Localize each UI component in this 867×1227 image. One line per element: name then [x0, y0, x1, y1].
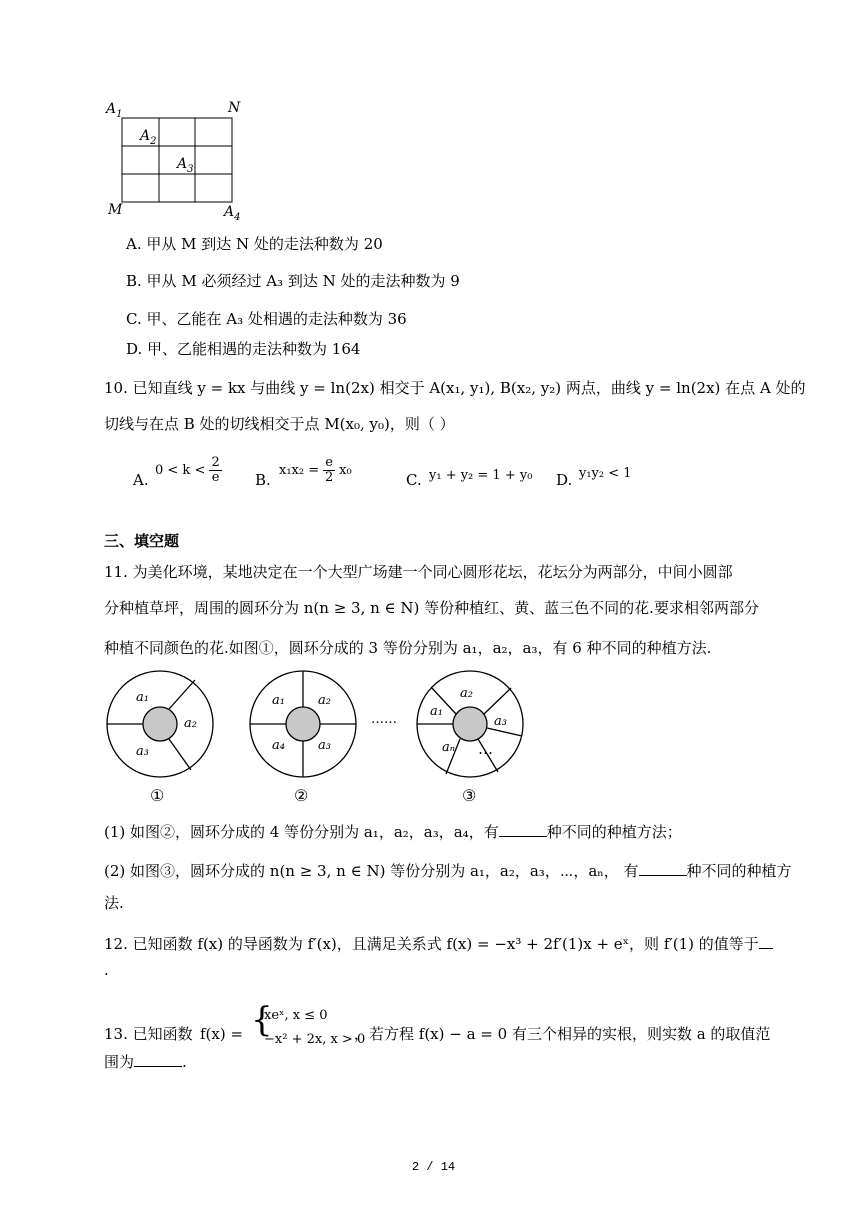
fig3-caption: ③	[462, 786, 477, 805]
fig2-a1: a₁	[272, 693, 285, 708]
q10-option-a: 0 < k < $\frac{2}{e}$	[155, 455, 220, 485]
fig1-a3: a₃	[136, 744, 149, 759]
fig1-a1: a₁	[136, 690, 149, 705]
q10-option-d: y₁y₂ < 1	[579, 466, 632, 481]
q13-case2: −x² + 2x, x > 0	[264, 1032, 366, 1047]
q10-option-a-label: A.	[133, 471, 149, 489]
fig1-a2: a₂	[184, 716, 197, 731]
q12-line2: .	[104, 961, 109, 979]
grid-figure	[100, 98, 260, 223]
q13-pre: 13. 已知函数	[104, 1025, 193, 1043]
fig2-a4: a₄	[272, 738, 285, 753]
q13-case1: xeˣ, x ≤ 0	[264, 1008, 328, 1023]
fig3-dots: …	[478, 740, 493, 758]
section-heading: 三、填空题	[104, 532, 180, 550]
q10-line1: 10. 已知直线 y = kx 与曲线 y = ln(2x) 相交于 A(x₁, y₁), B(x₂, y₂) 两点，曲线 y = ln(2x) 在点 A 处的	[104, 379, 806, 397]
ring-figures	[100, 670, 540, 810]
q11-line3: 种植不同颜色的花.如图①，圆环分成的 3 等份分别为 a₁，a₂，a₃，有 6 种不同的种植方法.	[104, 639, 712, 657]
q13-line2: 围为 .	[104, 1053, 187, 1071]
fig3-a1: a₁	[430, 704, 443, 719]
q9-option-a: A. 甲从 M 到达 N 处的走法种数为 20	[126, 235, 383, 253]
fig2-a2: a₂	[318, 693, 331, 708]
q11-sub1-blank[interactable]	[499, 822, 547, 837]
q10-line2: 切线与在点 B 处的切线相交于点 M(x₀, y₀)，则（ ）	[104, 415, 455, 433]
q11-sub1: (1) 如图②，圆环分成的 4 等份分别为 a₁，a₂，a₃，a₄，有 种不同的种植方法；	[104, 823, 682, 841]
label-a1: $A_1$	[106, 101, 123, 120]
q13-fx: f(x) =	[200, 1025, 244, 1043]
fig3-a3: a₃	[494, 714, 507, 729]
q11-sub2-line2: 法.	[104, 894, 124, 912]
label-a2: $A_2$	[140, 128, 157, 147]
label-a3: $A_3$	[177, 156, 194, 175]
fig3-an: aₙ	[442, 740, 456, 755]
q12-blank[interactable]	[759, 934, 773, 949]
q9-option-d: D. 甲、乙能相遇的走法种数为 164	[126, 340, 361, 358]
fig-ellipsis: ……	[371, 712, 397, 727]
fig1-caption: ①	[150, 786, 165, 805]
fig3-a2: a₂	[460, 686, 473, 701]
q10-option-b: x₁x₂ = $\frac{e}{2}$ x₀	[279, 455, 352, 485]
q10-option-b-label: B.	[255, 471, 271, 489]
q11-line2: 分种植草坪，周围的圆环分为 n(n ≥ 3, n ∈ N) 等份种植红、黄、蓝三色不同的花.要求相邻两部分	[104, 599, 759, 617]
q10-option-d-label: D.	[556, 471, 573, 489]
q13-brace: {	[251, 1000, 273, 1040]
q11-sub2-blank[interactable]	[639, 861, 687, 876]
q10-option-c: y₁ + y₂ = 1 + y₀	[429, 468, 533, 483]
fig2-caption: ②	[294, 786, 309, 805]
q9-option-c: C. 甲、乙能在 A₃ 处相遇的走法种数为 36	[126, 310, 407, 328]
label-a4: $A_4$	[224, 204, 241, 223]
q13-blank[interactable]	[134, 1052, 182, 1067]
q12-line1: 12. 已知函数 f(x) 的导函数为 f′(x)，且满足关系式 f(x) = −x³ + 2f′(1)x + eˣ，则 f′(1) 的值等于	[104, 934, 773, 954]
fig2-a3: a₃	[318, 738, 331, 753]
q11-sub2: (2) 如图③，圆环分成的 n(n ≥ 3, n ∈ N) 等份分别为 a₁，a₂，a₃，⋯，aₙ， 有 种不同的种植方	[104, 862, 792, 880]
label-m: M	[108, 202, 123, 218]
q11-line1: 11. 为美化环境，某地决定在一个大型广场建一个同心圆形花坛，花坛分为两部分，中间小圆部	[104, 563, 733, 581]
q10-option-c-label: C.	[406, 471, 422, 489]
q9-option-b: B. 甲从 M 必须经过 A₃ 到达 N 处的走法种数为 9	[126, 272, 460, 290]
page-number: 2 / 14	[411, 1160, 456, 1174]
label-n: N	[228, 100, 241, 116]
q13-post: ，若方程 f(x) − a = 0 有三个相异的实根，则实数 a 的取值范	[354, 1025, 771, 1043]
